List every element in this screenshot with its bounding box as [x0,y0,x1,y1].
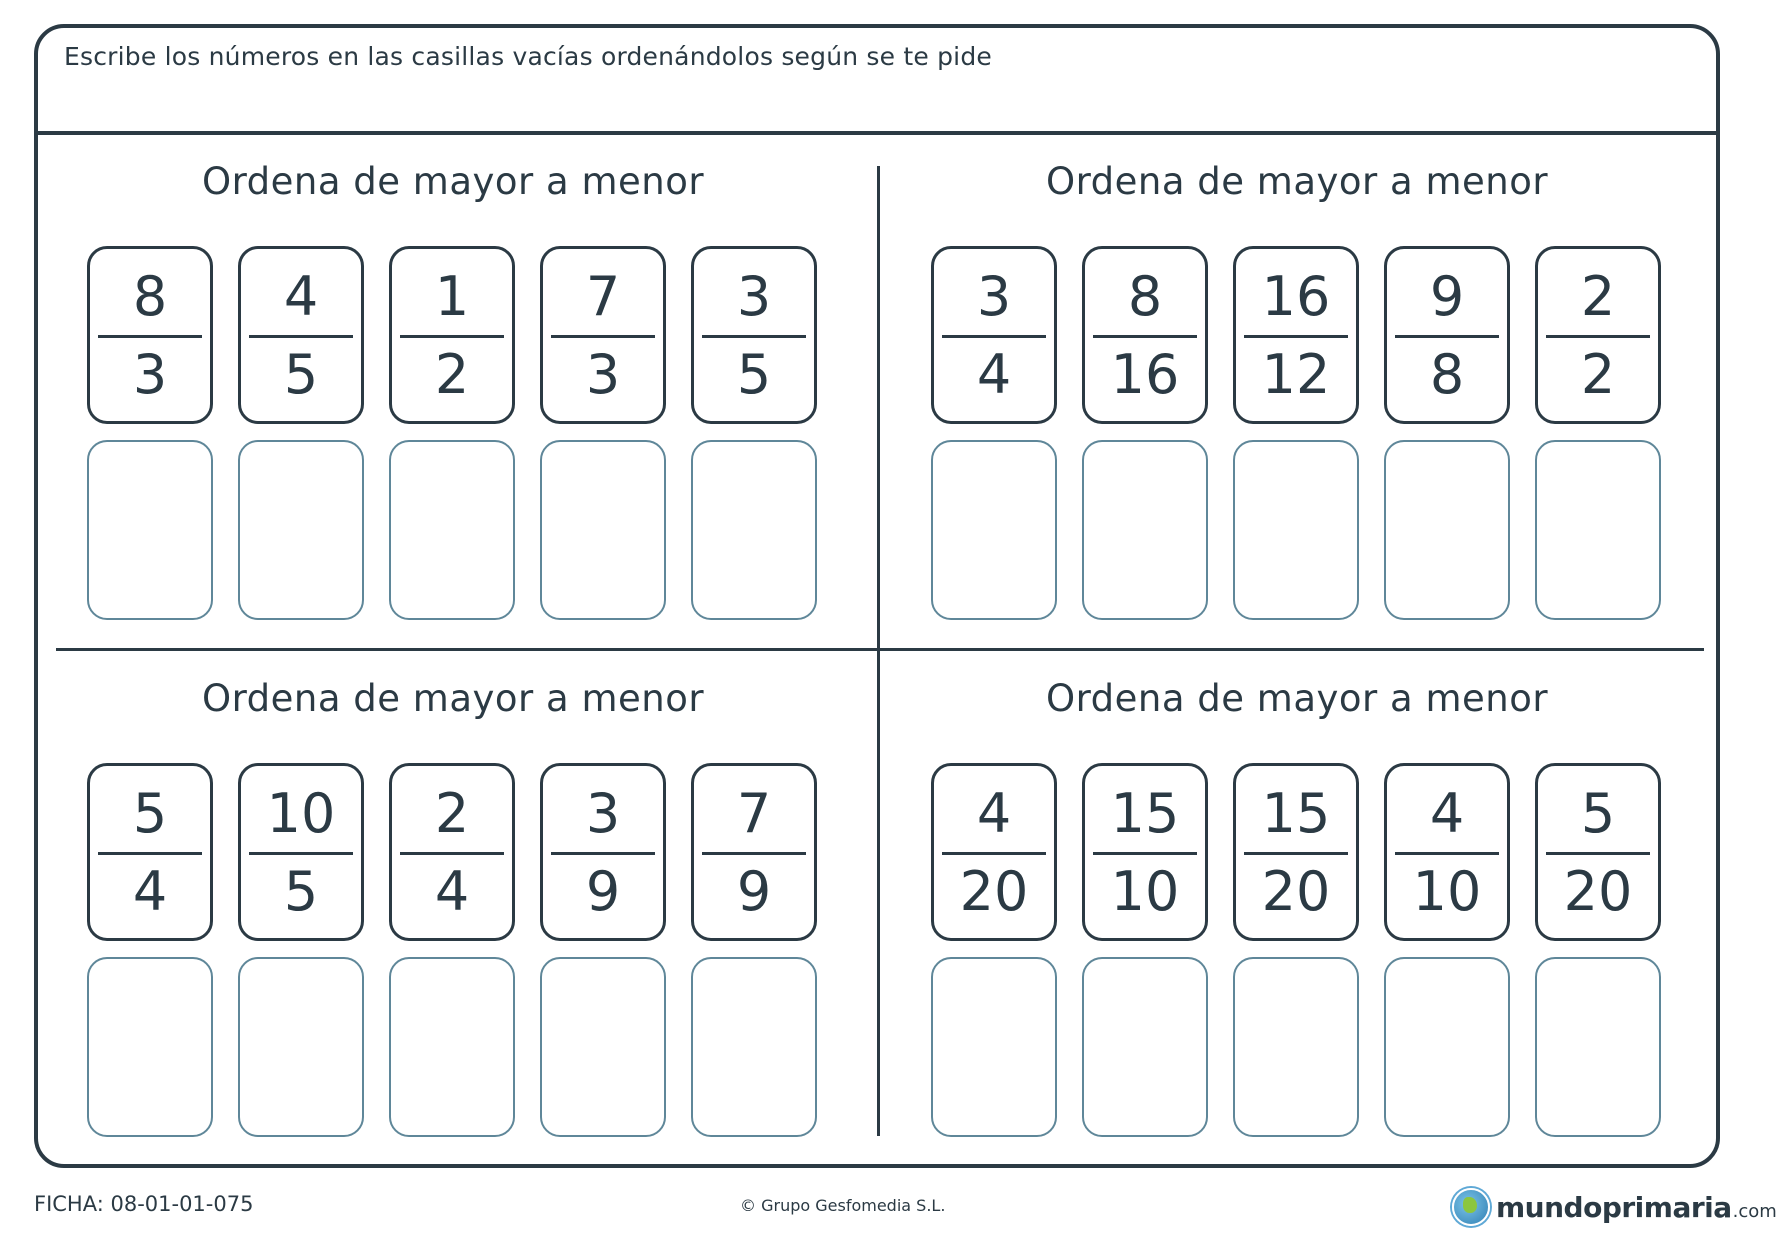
answer-box[interactable] [1082,440,1208,620]
fraction-denominator: 10 [1412,860,1482,923]
fraction-numerator: 16 [1261,265,1331,328]
answer-box[interactable] [1535,440,1661,620]
fraction-card [931,246,1057,424]
fraction-bar [1244,335,1348,338]
fraction-bar [1546,335,1650,338]
answer-box[interactable] [1384,440,1510,620]
fraction-bar [400,335,504,338]
fraction-card [389,246,515,424]
answer-box[interactable] [540,957,666,1137]
answer-box[interactable] [238,957,364,1137]
fraction-denominator: 16 [1110,343,1180,406]
fraction-card [931,763,1057,941]
fraction-numerator: 10 [266,782,336,845]
fraction-denominator: 8 [1429,343,1465,406]
fraction-denominator: 4 [976,343,1012,406]
fraction-denominator: 3 [132,343,168,406]
exercise-title: Ordena de mayor a menor [1045,677,1549,720]
fraction-cards [917,763,1677,943]
header-divider [34,131,1720,135]
fraction-card [1233,763,1359,941]
exercise-1 [73,160,833,660]
fraction-card [1384,246,1510,424]
answer-box[interactable] [691,957,817,1137]
fraction-cards [917,246,1677,426]
fraction-numerator: 4 [283,265,319,328]
fraction-card [540,763,666,941]
vertical-divider [877,166,880,1136]
answer-box[interactable] [1384,957,1510,1137]
fraction-card [389,763,515,941]
fraction-denominator: 20 [1261,860,1331,923]
fraction-denominator: 20 [1563,860,1633,923]
fraction-denominator: 9 [736,860,772,923]
answer-box[interactable] [87,440,213,620]
fraction-bar [942,335,1046,338]
exercise-3 [73,677,833,1177]
fraction-card [691,246,817,424]
fraction-card [691,763,817,941]
fraction-numerator: 3 [585,782,621,845]
answer-boxes [917,440,1677,622]
answer-boxes [917,957,1677,1139]
fraction-denominator: 4 [132,860,168,923]
fraction-bar [1244,852,1348,855]
fraction-numerator: 5 [132,782,168,845]
fraction-denominator: 2 [434,343,470,406]
fraction-numerator: 8 [132,265,168,328]
fraction-numerator: 9 [1429,265,1465,328]
fraction-bar [400,852,504,855]
fraction-card [540,246,666,424]
fraction-card [238,246,364,424]
answer-boxes [73,957,833,1139]
exercise-title: Ordena de mayor a menor [201,160,705,203]
exercise-4 [917,677,1677,1177]
answer-box[interactable] [1082,957,1208,1137]
fraction-bar [98,335,202,338]
fraction-bar [551,335,655,338]
exercise-2 [917,160,1677,660]
exercise-title: Ordena de mayor a menor [201,677,705,720]
fraction-numerator: 15 [1110,782,1180,845]
globe-icon [1452,1188,1490,1226]
fraction-card [87,246,213,424]
answer-box[interactable] [1535,957,1661,1137]
fraction-denominator: 20 [959,860,1029,923]
answer-box[interactable] [389,957,515,1137]
answer-box[interactable] [540,440,666,620]
exercise-title: Ordena de mayor a menor [1045,160,1549,203]
fraction-card [1384,763,1510,941]
fraction-card [1535,246,1661,424]
copyright-text: © Grupo Gesfomedia S.L. [740,1196,946,1215]
fraction-numerator: 2 [1580,265,1616,328]
fraction-bar [98,852,202,855]
fraction-card [87,763,213,941]
instruction-text: Escribe los números en las casillas vacías ordenándolos según se te pide [64,42,992,71]
answer-box[interactable] [1233,440,1359,620]
fraction-card [1082,763,1208,941]
answer-box[interactable] [1233,957,1359,1137]
fraction-numerator: 3 [976,265,1012,328]
worksheet-code: FICHA: 08-01-01-075 [34,1192,254,1216]
answer-box[interactable] [238,440,364,620]
fraction-cards [73,246,833,426]
fraction-bar [551,852,655,855]
fraction-card [238,763,364,941]
fraction-numerator: 4 [976,782,1012,845]
fraction-card [1535,763,1661,941]
fraction-numerator: 15 [1261,782,1331,845]
fraction-numerator: 7 [736,782,772,845]
fraction-numerator: 4 [1429,782,1465,845]
fraction-denominator: 12 [1261,343,1331,406]
fraction-denominator: 10 [1110,860,1180,923]
fraction-denominator: 3 [585,343,621,406]
answer-box[interactable] [389,440,515,620]
fraction-denominator: 2 [1580,343,1616,406]
fraction-numerator: 2 [434,782,470,845]
fraction-bar [249,335,353,338]
answer-box[interactable] [691,440,817,620]
fraction-denominator: 9 [585,860,621,923]
fraction-bar [1395,852,1499,855]
site-logo[interactable] [1452,1187,1777,1227]
fraction-denominator: 4 [434,860,470,923]
answer-box[interactable] [87,957,213,1137]
fraction-numerator: 8 [1127,265,1163,328]
fraction-numerator: 7 [585,265,621,328]
fraction-bar [249,852,353,855]
fraction-denominator: 5 [283,860,319,923]
fraction-bar [1093,335,1197,338]
fraction-bar [1395,335,1499,338]
fraction-bar [1093,852,1197,855]
fraction-card [1233,246,1359,424]
fraction-numerator: 5 [1580,782,1616,845]
fraction-bar [942,852,1046,855]
answer-box[interactable] [931,957,1057,1137]
fraction-bar [1546,852,1650,855]
logo-wordmark: mundoprimaria [1496,1190,1732,1224]
fraction-cards [73,763,833,943]
fraction-bar [702,852,806,855]
fraction-numerator: 3 [736,265,772,328]
fraction-denominator: 5 [736,343,772,406]
fraction-bar [702,335,806,338]
fraction-denominator: 5 [283,343,319,406]
fraction-numerator: 1 [434,265,470,328]
fraction-card [1082,246,1208,424]
logo-domain: .com [1732,1200,1777,1222]
answer-box[interactable] [931,440,1057,620]
answer-boxes [73,440,833,622]
